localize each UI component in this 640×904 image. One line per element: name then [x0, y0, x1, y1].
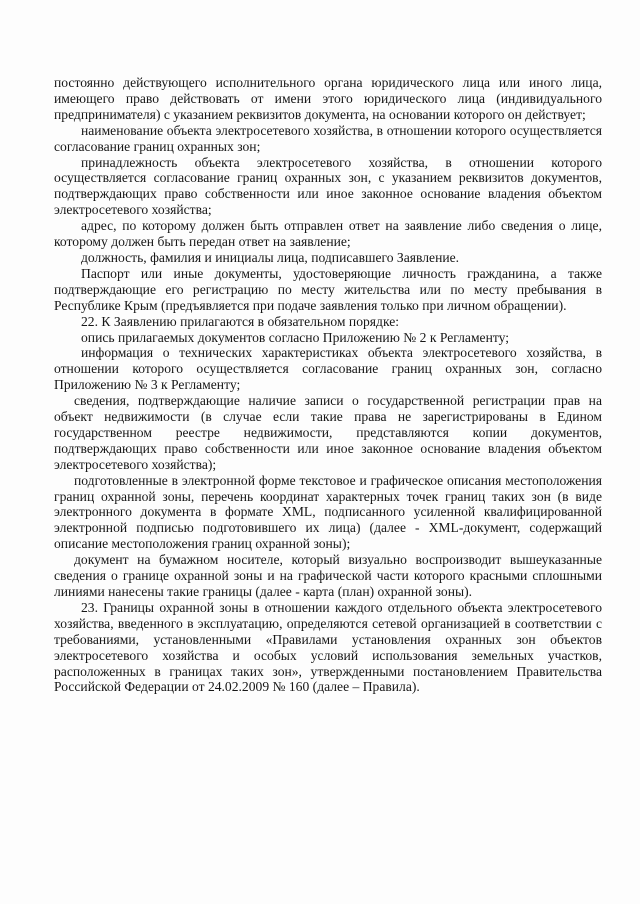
- document-body: [54, 75, 602, 695]
- paragraph-signatory: должность, фамилия и инициалы лица, подписавшего Заявление.: [81, 249, 460, 265]
- paragraph-registration-info: сведения, подтверждающие наличие записи о государственной регистрации прав на объект недвижимости (в случае если такие права не зарегистрированы в Едином государственном реестре недвижимости, представляются копии документов, подтверждающих право собственности или иное законное основание владения объектом электросетевого хозяйства);: [54, 393, 602, 472]
- paragraph-reply-address: адрес, по которому должен быть отправлен ответ на заявление либо сведения о лице, которому должен быть передан ответ на заявление;: [54, 218, 602, 250]
- paragraph-xml-document: подготовленные в электронной форме текстовое и графическое описания местоположения границ охранной зоны, перечень координат характерных точек границ таких зон (в виде электронного документа в формате XML, подписанного усиленной квалифицированной электронной подписью подготовившего их лица) (далее - XML-документ, содержащий описание местоположения границ охранной зоны);: [54, 472, 602, 552]
- paragraph-passport: Паспорт или иные документы, удостоверяющие личность гражданина, а также подтверждающие его регистрацию по месту жительства или по месту пребывания в Республике Крым (предъявляется при подаче заявления только при личном обращении).: [54, 265, 602, 313]
- paragraph-applicant-authority: постоянно действующего исполнительного органа юридического лица или иного лица, имеющего право действовать от имени этого юридического лица (индивидуального предпринимателя) с указанием реквизитов документа, на основании которого он действует;: [54, 75, 602, 122]
- paragraph-section-22-heading: 22. К Заявлению прилагаются в обязательном порядке:: [81, 313, 400, 329]
- paragraph-paper-map: документ на бумажном носителе, который визуально воспроизводит вышеуказанные сведения о границе охранной зоны и на графической части которого красными сплошными линиями нанесены такие границы (далее - карта (план) охранной зоны).: [54, 552, 602, 599]
- paragraph-object-name: наименование объекта электросетевого хозяйства, в отношении которого осуществляется согласование границ охранных зон;: [54, 122, 602, 154]
- paragraph-section-23: 23. Границы охранной зоны в отношении каждого отдельного объекта электросетевого хозяйства, введенного в эксплуатацию, определяются сетевой организацией в соответствии с требованиями, установленными «Правилами установления охранных зон объектов электросетевого хозяйства и особых условий использования земельных участков, расположенных в границах таких зон», утвержденными постановлением Правительства Российской Федерации от 24.02.2009 № 160 (далее – Правила).: [54, 599, 602, 695]
- paragraph-object-ownership: принадлежность объекта электросетевого хозяйства, в отношении которого осуществляется согласование границ охранных зон, с указанием реквизитов документов, подтверждающих право собственности или иное законное основание владения объектом электросетевого хозяйства;: [54, 154, 602, 218]
- paragraph-technical-info: информация о технических характеристиках объекта электросетевого хозяйства, в отношении которого осуществляется согласование границ охранных зон, согласно Приложению № 3 к Регламенту;: [54, 345, 602, 393]
- paragraph-document-inventory: опись прилагаемых документов согласно Приложению № 2 к Регламенту;: [81, 329, 510, 345]
